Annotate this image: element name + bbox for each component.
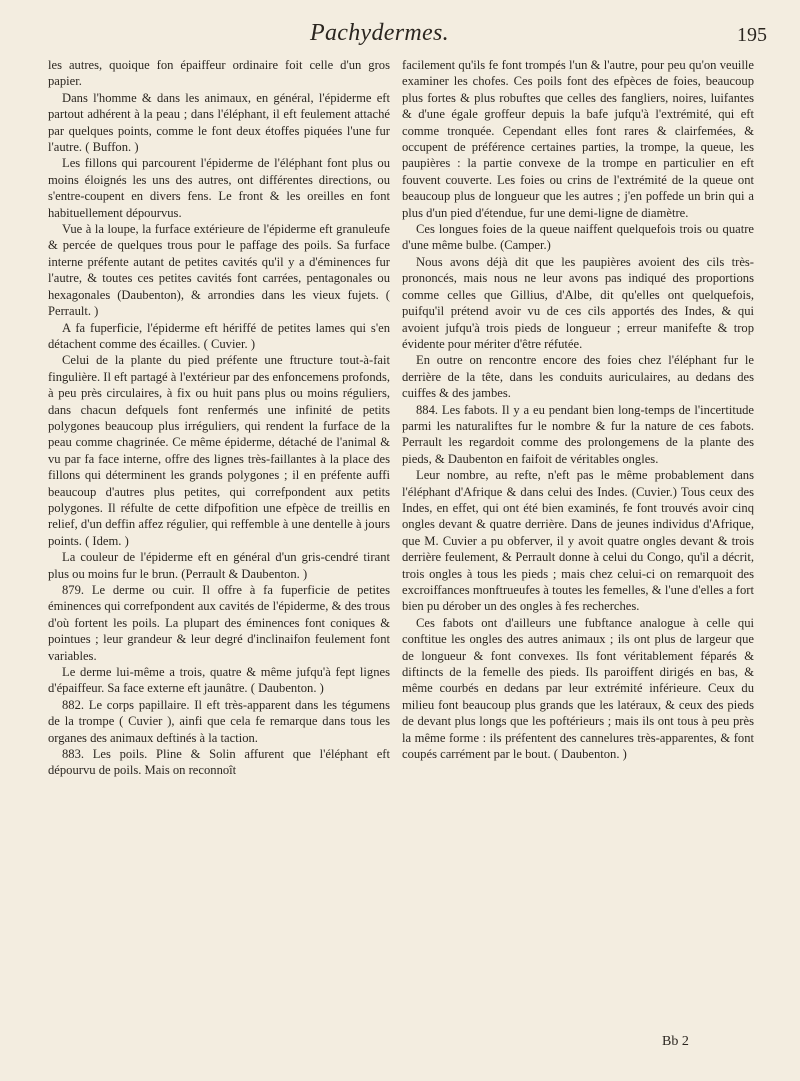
paragraph: Celui de la plante du pied préfente une ftructure tout-à-fait fingulière. Il eft partagé à l'extérieur par des enfoncemens profonds, à peu près circulaires, à fix ou huit pans plus ou moins réguliers, dans chacun defquels font renfermés une infinité de petits polygones beaucoup plus irréguliers, qui rendent la furface de la peau comme chagrinée. Ce même épiderme, détaché de l'animal & vu par fa face interne, offre des lignes très-faillantes à la place des fillons qui déterminent les grands polygones ; il en préfente auffi beaucoup d'autres plus petites, qui correfpondent aux petits polygones. Il réfulte de cette difpofition une efpèce de treillis en relief, d'un deffin affez régulier, qui reffemble à une dentelle à jours points. ( Idem. )	[48, 353, 390, 548]
paragraph: Vue à la loupe, la furface extérieure de l'épiderme eft granuleufe & percée de quelques trous pour le paffage des poils. Sa furface interne préfente autant de petites cavités qu'il y a d'éminences fur l'autre, & toutes ces petites cavités font carrées, pentagonales ou hexagonales (Daubenton), & arrondies dans les vieux fujets. ( Perrault. )	[48, 222, 390, 319]
paragraph: 879. Le derme ou cuir. Il offre à fa fuperficie de petites éminences qui correfpondent aux cavités de l'épiderme, & des trous d'où fortent les poils. La plupart des éminences font coniques & pointues ; leur grandeur & leur degré d'inclinaifon feulement font variables.	[48, 583, 390, 663]
paragraph: 882. Le corps papillaire. Il eft très-apparent dans les tégumens de la trompe ( Cuvier ), ainfi que cela fe remarque dans tous les organes des animaux deftinés à la taction.	[48, 697, 390, 745]
page-header	[0, 14, 800, 50]
page-number: 195	[737, 24, 767, 46]
paragraph: facilement qu'ils fe font trompés l'un & l'autre, pour peu qu'on veuille examiner les chofes. Ces poils font des efpèces de foies, beaucoup plus fortes & plus robuftes que celles des fangliers, noires, luifantes & d'une égale groffeur depuis la bafe jufqu'à l'extrémité, qui eft comme tronquée. Cependant elles font rares & clairfemées, & occupent de préférence certaines parties, la trompe, la queue, les paupières : la partie convexe de la trompe en particulier en eft fouvent couverte. Les foies ou crins de l'extrémité de la queue ont beaucoup plus de longueur que les autres ; j'en poffede un brin qui a plus d'un pied d'étendue, fur une demi-ligne de diamètre.	[402, 58, 754, 220]
paragraph: Leur nombre, au refte, n'eft pas le même probablement dans l'éléphant d'Afrique & dans celui des Indes. (Cuvier.) Tous ceux des Indes, en effet, qui ont été bien examinés, fe font trouvés avoir cinq ongles devant & quatre derrière. Dans de jeunes individus d'Afrique, que M. Cuvier a pu obferver, il y avoit quatre ongles devant & trois derrière feulement, & Perrault donne à celui du Congo, qu'il a décrit, trois ongles à tous les pieds ; mais chez celui-ci on remarquoit des excroiffances monftrueufes à toutes les femelles, & l'une d'elles a fort bien pu dérober un des ongles à fes recherches.	[402, 468, 754, 614]
paragraph: 883. Les poils. Pline & Solin affurent que l'éléphant eft dépourvu de poils. Mais on reconnoît	[48, 747, 390, 778]
right-column	[402, 57, 754, 762]
paragraph: 884. Les fabots. Il y a eu pendant bien long-temps de l'incertitude parmi les naturaliftes fur le nombre & fur la nature de ces fabots. Perrault les regardoit comme des prolongemens de la plante des pieds, & Daubenton en faifoit de véritables ongles.	[402, 402, 754, 466]
left-column	[48, 57, 390, 779]
paragraph: Nous avons déjà dit que les paupières avoient des cils très-prononcés, mais nous ne leur avons pas indiqué des proportions comme celles que Gillius, d'Albe, dit qu'elles ont quelquefois, puifqu'il prétend avoir vu de ces cils apportés des Indes, & qui avoient jufqu'à trois pieds de longueur ; erreur manifefte & trop évidente pour mériter d'être réfutée.	[402, 254, 754, 351]
paragraph: les autres, quoique fon épaiffeur ordinaire foit celle d'un gros papier.	[48, 58, 390, 89]
running-head: Pachydermes.	[310, 20, 449, 46]
paragraph: En outre on rencontre encore des foies chez l'éléphant fur le derrière de la tête, dans les conduits auriculaires, au dedans des cuiffes & des jambes.	[402, 353, 754, 401]
paragraph: Le derme lui-même a trois, quatre & même jufqu'à fept lignes d'épaiffeur. Sa face externe eft jaunâtre. ( Daubenton. )	[48, 665, 390, 696]
paragraph: Dans l'homme & dans les animaux, en général, l'épiderme eft partout adhérent à la peau ; dans l'éléphant, il eft feulement attaché par quelques points, comme le font deux étoffes piquées l'une fur l'autre. ( Buffon. )	[48, 90, 390, 155]
signature-mark: Bb 2	[662, 1034, 689, 1049]
paragraph: Ces fabots ont d'ailleurs une fubftance analogue à celle qui conftitue les ongles des autres animaux ; ils ont plus de largeur que de longueur & font convexes. Ils font véritablement féparés & diftincts de la femelle des pieds. Ils paroiffent dirigés en bas, & même courbés en dedans par leur extrémité inférieure. Ceux du milieu font beaucoup plus grands que les latéraux, & ceux des pieds de devant plus longs que les poftérieurs ; mais ils ont tous à peu près la même forme : ils préfentent des cannelures très-apparentes, & font coupés carrément par le bout. ( Daubenton. )	[402, 615, 754, 762]
paragraph: Les fillons qui parcourent l'épiderme de l'éléphant font plus ou moins éloignés les uns des autres, ont différentes directions, ou s'entre-coupent en divers fens. Le front & les oreilles en font habituellement dépourvus.	[48, 156, 390, 220]
paragraph: A fa fuperficie, l'épiderme eft hériffé de petites lames qui s'en détachent comme des écailles. ( Cuvier. )	[48, 320, 390, 351]
paragraph: La couleur de l'épiderme eft en général d'un gris-cendré tirant plus ou moins fur le brun. (Perrault & Daubenton. )	[48, 550, 390, 581]
paragraph: Ces longues foies de la queue naiffent quelquefois trois ou quatre d'une même bulbe. (Camper.)	[402, 222, 754, 253]
